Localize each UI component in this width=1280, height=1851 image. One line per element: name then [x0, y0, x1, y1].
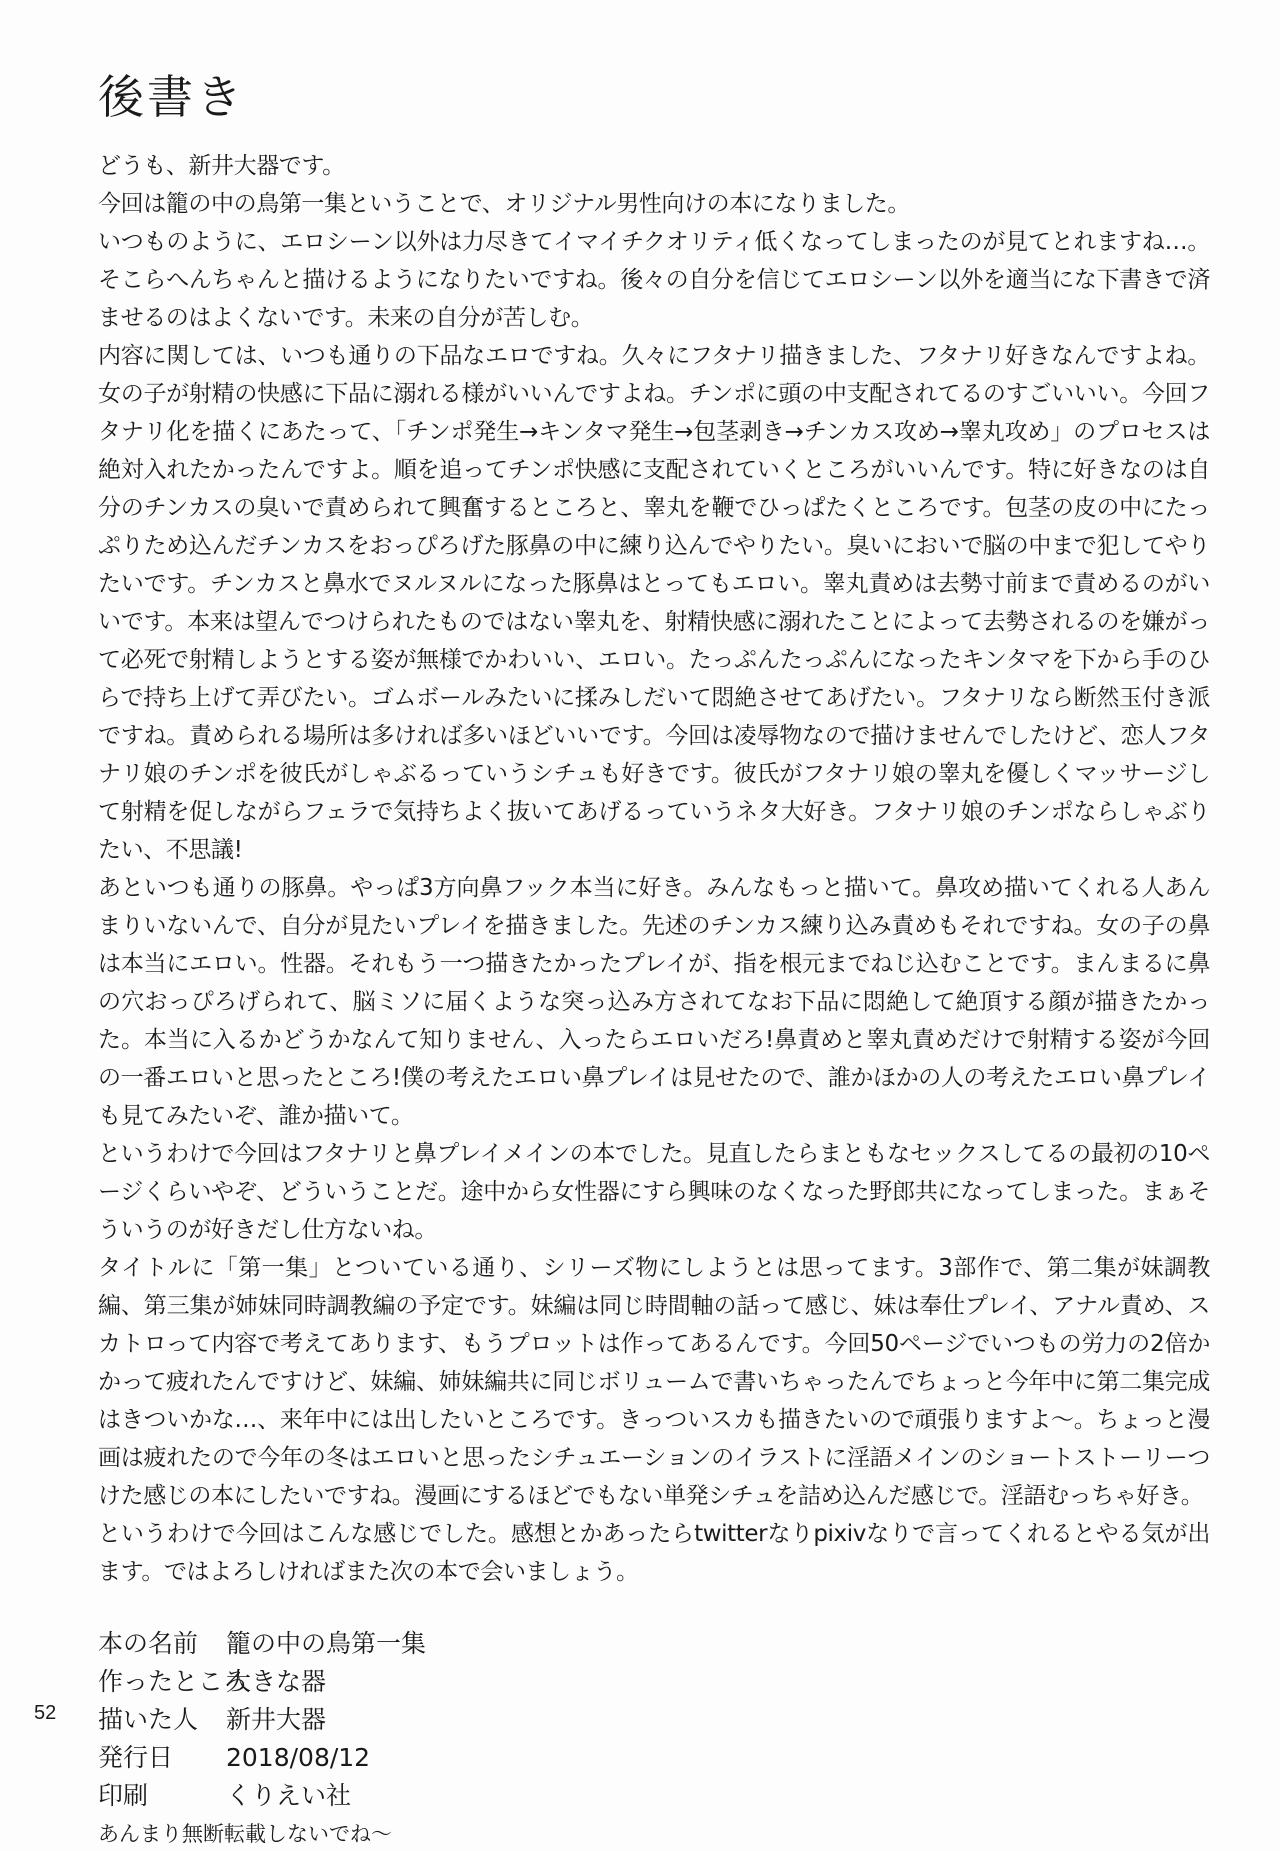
colophon-row — [98, 1777, 1210, 1815]
page-number: 52 — [34, 1702, 57, 1724]
colophon-label: 本の名前 — [98, 1629, 199, 1659]
paragraph-closing: というわけで今回はこんな感じでした。感想とかあったらtwitterなりpixivなりで言ってくれるとやる気が出ます。ではよろしければまた次の本で会いましょう。 — [98, 1521, 1210, 1586]
colophon-row — [98, 1739, 1210, 1777]
paragraph-greeting: どうも、新井大器です。 — [98, 153, 345, 180]
colophon-label: 印刷 — [98, 1781, 149, 1811]
page-title: 後書き — [98, 70, 245, 124]
colophon-value: くりえい社 — [226, 1781, 352, 1811]
paragraph-quality: いつものように、エロシーン以外は力尽きてイマイチクオリティ低くなってしまったのが見てとれますね…。そこらへんちゃんと描けるようになりたいですね。後々の自分を信じてエロシーン以外を適当にな下書きで済ませるのはよくないです。未来の自分が苦しむ。 — [98, 229, 1210, 332]
colophon-label: 作ったところ — [98, 1667, 249, 1697]
colophon-value: 籠の中の鳥第一集 — [226, 1629, 427, 1659]
paragraph-summary: というわけで今回はフタナリと鼻プレイメインの本でした。見直したらまともなセックスしてるの最初の10ページくらいやぞ、どういうことだ。途中から女性器にすら興味のなくなった野郎共になってしまった。まぁそういうのが好きだし仕方ないね。 — [98, 1141, 1210, 1244]
colophon-value: 大きな器 — [226, 1667, 327, 1697]
colophon — [98, 1625, 1210, 1851]
paragraph-series: タイトルに「第一集」とついている通り、シリーズ物にしようとは思ってます。3部作で、第二集が妹調教編、第三集が姉妹同時調教編の予定です。妹編は同じ時間軸の話って感じ、妹は奉仕プレイ、アナル責め、スカトロって内容で考えてあります、もうプロットは作ってあるんです。今回50ページでいつもの労力の2倍かかって疲れたんですけど、妹編、姉妹編共に同じボリュームで書いちゃったんでちょっと今年中に第二集完成はきついかな…、来年中には出したいところです。きっついスカも描きたいので頑張りますよ〜。ちょっと漫画は疲れたので今年の冬はエロいと思ったシチュエーションのイラストに淫語メインのショートストーリーつけた感じの本にしたいですね。漫画にするほどでもない単発シチュを詰め込んだ感じで。淫語むっちゃ好き。 — [98, 1255, 1210, 1510]
paragraph-intro: 今回は籠の中の鳥第一集ということで、オリジナル男性向けの本になりました。 — [98, 191, 910, 218]
colophon-value: 新井大器 — [226, 1705, 327, 1735]
colophon-label: 描いた人 — [98, 1705, 199, 1735]
colophon-label: 発行日 — [98, 1743, 174, 1773]
afterword-page — [98, 70, 1210, 1851]
colophon-row — [98, 1701, 1210, 1739]
colophon-row — [98, 1625, 1210, 1663]
colophon-row — [98, 1663, 1210, 1701]
colophon-value: 2018/08/12 — [226, 1743, 371, 1773]
reprint-note: あんまり無断転載しないでね〜 — [98, 1822, 392, 1847]
afterword-body — [98, 147, 1210, 1591]
paragraph-nose: あといつも通りの豚鼻。やっぱ3方向鼻フック本当に好き。みんなもっと描いて。鼻攻め描いてくれる人あんまりいないんで、自分が見たいプレイを描きました。先述のチンカス練り込み責めもそれですね。女の子の鼻は本当にエロい。性器。それもう一つ描きたかったプレイが、指を根元までねじ込むことです。まんまるに鼻の穴おっぴろげられて、脳ミソに届くような突っ込み方されてなお下品に悶絶して絶頂する顔が描きたかった。本当に入るかどうかなんて知りません、入ったらエロいだろ!鼻責めと睾丸責めだけで射精する姿が今回の一番エロいと思ったところ!僕の考えたエロい鼻プレイは見せたので、誰かほかの人の考えたエロい鼻プレイも見てみたいぞ、誰か描いて。 — [98, 875, 1210, 1130]
paragraph-content: 内容に関しては、いつも通りの下品なエロですね。久々にフタナリ描きました、フタナリ好きなんですよね。女の子が射精の快感に下品に溺れる様がいいんですよね。チンポに頭の中支配されてるのすごいいい。今回フタナリ化を描くにあたって、「チンポ発生→キンタマ発生→包茎剥き→チンカス攻め→睾丸攻め」のプロセスは絶対入れたかったんですよ。順を追ってチンポ快感に支配されていくところがいいんです。特に好きなのは自分のチンカスの臭いで責められて興奮するところと、睾丸を鞭でひっぱたくところです。包茎の皮の中にたっぷりため込んだチンカスをおっぴろげた豚鼻の中に練り込んでやりたい。臭いにおいで脳の中まで犯してやりたいです。チンカスと鼻水でヌルヌルになった豚鼻はとってもエロい。睾丸責めは去勢寸前まで責めるのがいいです。本来は望んでつけられたものではない睾丸を、射精快感に溺れたことによって去勢されるのを嫌がって必死で射精しようとする姿が無様でかわいい、エロい。たっぷんたっぷんになったキンタマを下から手のひらで持ち上げて弄びたい。ゴムボールみたいに揉みしだいて悶絶させてあげたい。フタナリなら断然玉付き派ですね。責められる場所は多ければ多いほどいいです。今回は凌辱物なので描けませんでしたけど、恋人フタナリ娘のチンポを彼氏がしゃぶるっていうシチュも好きです。彼氏がフタナリ娘の睾丸を優しくマッサージして射精を促しながらフェラで気持ちよく抜いてあげるっていうネタ大好き。フタナリ娘のチンポならしゃぶりたい、不思議! — [98, 343, 1210, 864]
